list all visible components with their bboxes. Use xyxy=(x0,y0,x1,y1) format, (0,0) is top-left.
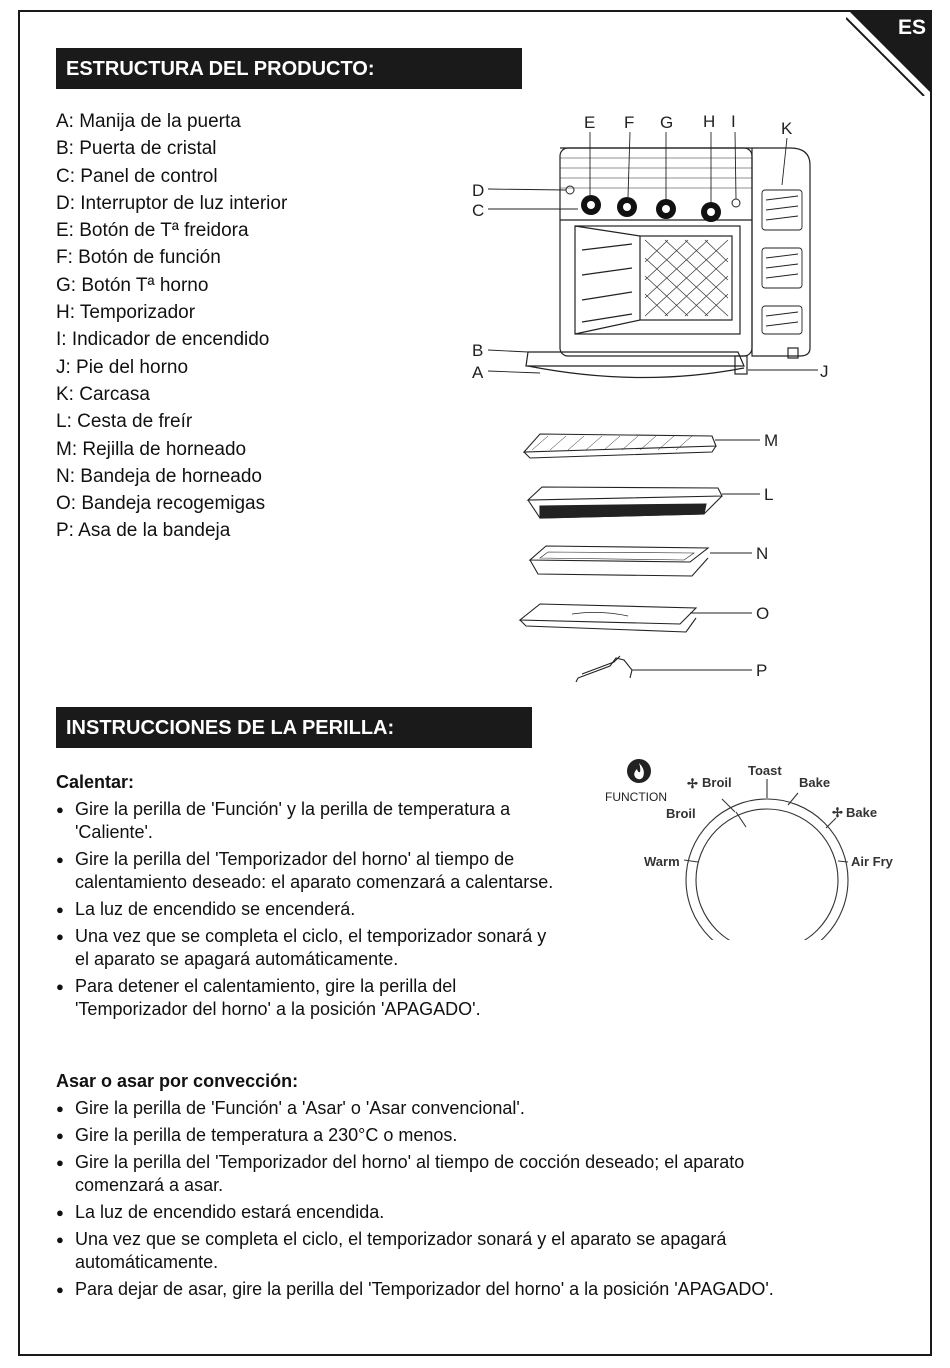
dial-label-convection-broil: Broil xyxy=(702,775,732,790)
diagram-label-f: F xyxy=(624,113,635,132)
dial-label-broil: Broil xyxy=(666,806,696,821)
instruction-item: ● Gire la perilla de 'Función' a 'Asar' o 'Asar convencional'. xyxy=(56,1097,836,1120)
diagram-label-m: M xyxy=(764,431,779,450)
fan-icon: ✢ xyxy=(832,805,843,820)
part-item: L: Cesta de freír xyxy=(56,411,193,433)
diagram-label-k: K xyxy=(781,119,793,138)
language-label: ES xyxy=(897,16,926,39)
part-item: G: Botón Tª horno xyxy=(56,274,209,296)
instruction-item: ● Gire la perilla del 'Temporizador del horno' al tiempo de calentamiento deseado: el aparato comenzará a calentarse. xyxy=(56,848,556,894)
diagram-label-p: P xyxy=(756,661,768,680)
diagram-label-c: C xyxy=(472,201,485,220)
oven-diagram xyxy=(460,100,860,690)
part-item: I: Indicador de encendido xyxy=(56,329,270,351)
part-item: K: Carcasa xyxy=(56,383,150,405)
instruction-item: ● Para detener el calentamiento, gire la perilla del 'Temporizador del horno' a la posición 'APAGADO'. xyxy=(56,975,556,1021)
part-item: A: Manija de la puerta xyxy=(56,111,241,132)
diagram-label-g: G xyxy=(660,113,674,132)
diagram-label-h: H xyxy=(703,112,716,131)
parts-list xyxy=(56,108,287,545)
dial-label-toast: Toast xyxy=(748,763,782,778)
diagram-label-i: I xyxy=(731,112,736,131)
diagram-label-o: O xyxy=(756,604,770,623)
function-dial-diagram xyxy=(596,750,916,940)
diagram-label-d: D xyxy=(472,181,485,200)
diagram-label-j: J xyxy=(820,362,829,381)
diagram-label-l: L xyxy=(764,485,774,504)
dial-label-warm: Warm xyxy=(644,854,680,869)
part-item: F: Botón de función xyxy=(56,247,221,269)
dial-label-convection-bake: Bake xyxy=(846,805,878,820)
part-item: N: Bandeja de horneado xyxy=(56,465,262,487)
dial-function-label: FUNCTION xyxy=(605,790,667,804)
accessories-illustration xyxy=(520,434,722,682)
diagram-label-a: A xyxy=(472,363,484,382)
instruction-item: ● La luz de encendido estará encendida. xyxy=(56,1201,836,1224)
diagram-label-b: B xyxy=(472,341,484,360)
part-item: J: Pie del horno xyxy=(56,356,189,378)
part-item: M: Rejilla de horneado xyxy=(56,438,247,460)
part-item: C: Panel de control xyxy=(56,165,218,187)
oven-knob-icons xyxy=(566,186,740,222)
flame-icon xyxy=(627,759,651,783)
section-title-structure: ESTRUCTURA DEL PRODUCTO: xyxy=(56,48,522,89)
heat-subtitle: Calentar: xyxy=(56,772,135,792)
roast-instructions-list xyxy=(56,1097,836,1305)
heat-instructions-list xyxy=(56,798,556,1025)
part-item: P: Asa de la bandeja xyxy=(56,520,231,542)
roast-subtitle: Asar o asar por convección: xyxy=(56,1071,299,1091)
dial-label-air-fry: Air Fry xyxy=(851,854,893,869)
instruction-item: ● Gire la perilla de temperatura a 230°C o menos. xyxy=(56,1124,836,1147)
fan-icon: ✢ xyxy=(687,776,698,791)
instruction-item: ● Gire la perilla del 'Temporizador del horno' al tiempo de cocción deseado; el aparato comenzará a asar. xyxy=(56,1151,836,1197)
part-item: H: Temporizador xyxy=(56,302,196,324)
diagram-label-e: E xyxy=(584,113,596,132)
part-item: E: Botón de Tª freidora xyxy=(56,220,249,242)
diagram-label-n: N xyxy=(756,544,769,563)
instruction-item: ● Para dejar de asar, gire la perilla del 'Temporizador del horno' a la posición 'APAGADO'. xyxy=(56,1278,836,1301)
instruction-item: ● Una vez que se completa el ciclo, el temporizador sonará y el aparato se apagará automáticamente. xyxy=(56,925,556,971)
part-item: O: Bandeja recogemigas xyxy=(56,493,266,515)
instruction-item: ● La luz de encendido se encenderá. xyxy=(56,898,556,921)
part-item: D: Interruptor de luz interior xyxy=(56,192,288,214)
dial-label-bake: Bake xyxy=(799,775,831,790)
section-title-knob-instructions: INSTRUCCIONES DE LA PERILLA: xyxy=(56,707,532,748)
instruction-item: ● Una vez que se completa el ciclo, el temporizador sonará y el aparato se apagará automáticamente. xyxy=(56,1228,836,1274)
instruction-item: ● Gire la perilla de 'Función' y la perilla de temperatura a 'Caliente'. xyxy=(56,798,556,844)
part-item: B: Puerta de cristal xyxy=(56,138,217,160)
